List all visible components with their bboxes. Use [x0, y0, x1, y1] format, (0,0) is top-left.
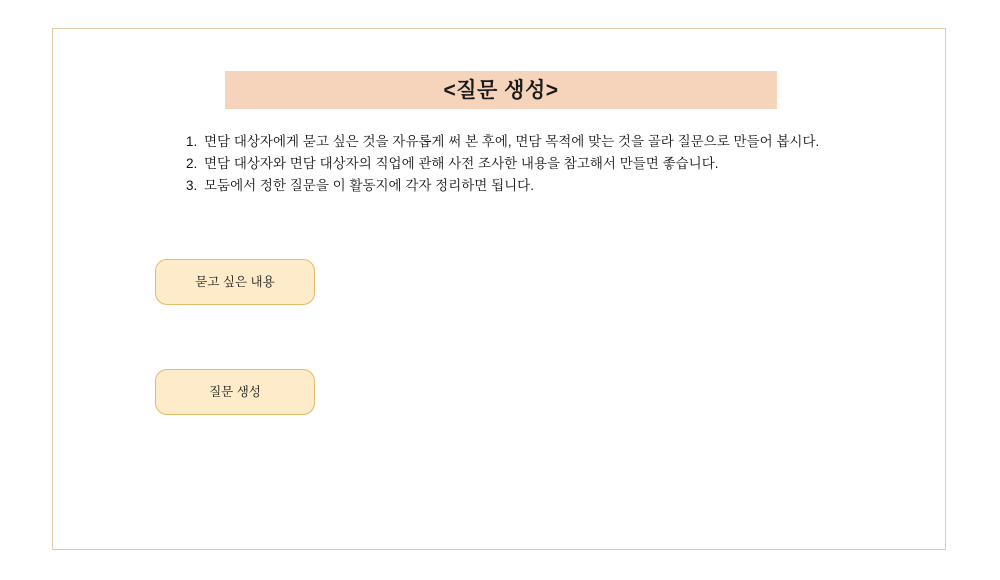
instruction-number: 2.	[186, 156, 198, 171]
instruction-number: 3.	[186, 178, 198, 193]
instruction-item	[186, 131, 886, 153]
instruction-text: 모둠에서 정한 질문을 이 활동지에 각자 정리하면 됩니다.	[204, 178, 534, 193]
field-ask-content[interactable]	[155, 259, 315, 305]
worksheet-page	[52, 28, 946, 550]
instruction-text: 면담 대상자와 면담 대상자의 직업에 관해 사전 조사한 내용을 참고해서 만들면 좋습니다.	[204, 156, 719, 171]
instruction-item	[186, 153, 886, 175]
field-question-generation[interactable]	[155, 369, 315, 415]
instruction-number: 1.	[186, 134, 198, 149]
field-ask-content-label: 묻고 싶은 내용	[195, 274, 275, 289]
worksheet-title-banner	[225, 71, 777, 109]
field-question-generation-label: 질문 생성	[209, 384, 261, 399]
instruction-item	[186, 175, 886, 197]
page-title: <질문 생성>	[443, 78, 559, 102]
instruction-list	[186, 131, 886, 197]
instruction-text: 면담 대상자에게 묻고 싶은 것을 자유롭게 써 본 후에, 면담 목적에 맞는 것을 골라 질문으로 만들어 봅시다.	[204, 134, 820, 149]
